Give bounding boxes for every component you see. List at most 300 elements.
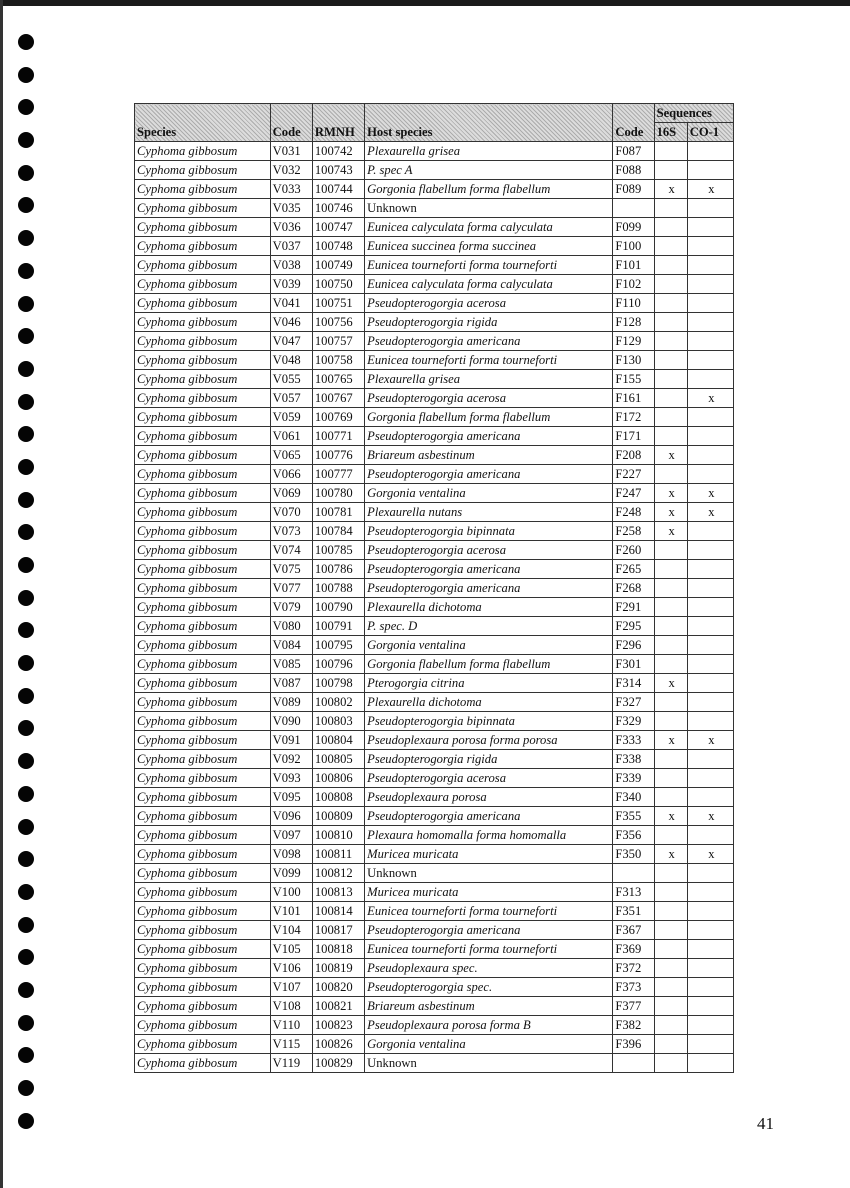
host-species-cell: Gorgonia flabellum forma flabellum xyxy=(365,180,613,199)
species-cell: Cyphoma gibbosum xyxy=(135,294,271,313)
rmnh-cell: 100777 xyxy=(312,465,364,484)
seq-co1-cell xyxy=(687,655,733,674)
seq-co1-cell: x xyxy=(687,484,733,503)
host-species-cell: Eunicea succinea forma succinea xyxy=(365,237,613,256)
code-cell: V095 xyxy=(270,788,312,807)
host-code-cell: F367 xyxy=(613,921,654,940)
table-row xyxy=(135,389,734,408)
seq-co1-cell xyxy=(687,541,733,560)
seq-co1-cell xyxy=(687,769,733,788)
species-cell: Cyphoma gibbosum xyxy=(135,959,271,978)
host-code-cell: F100 xyxy=(613,237,654,256)
code-cell: V093 xyxy=(270,769,312,788)
rmnh-cell: 100814 xyxy=(312,902,364,921)
seq-16s-cell: x xyxy=(654,807,687,826)
species-cell: Cyphoma gibbosum xyxy=(135,750,271,769)
rmnh-cell: 100784 xyxy=(312,522,364,541)
binding-hole-icon xyxy=(18,1080,34,1096)
host-code-cell: F314 xyxy=(613,674,654,693)
seq-16s-cell: x xyxy=(654,845,687,864)
seq-16s-cell xyxy=(654,921,687,940)
seq-16s-cell xyxy=(654,579,687,598)
rmnh-cell: 100744 xyxy=(312,180,364,199)
host-species-cell: Pseudopterogorgia spec. xyxy=(365,978,613,997)
host-code-cell: F295 xyxy=(613,617,654,636)
host-species-cell: Unknown xyxy=(365,1054,613,1073)
seq-co1-cell xyxy=(687,256,733,275)
code-cell: V032 xyxy=(270,161,312,180)
seq-co1-cell xyxy=(687,522,733,541)
code-cell: V097 xyxy=(270,826,312,845)
seq-16s-cell: x xyxy=(654,503,687,522)
species-cell: Cyphoma gibbosum xyxy=(135,617,271,636)
seq-16s-cell xyxy=(654,788,687,807)
table-row xyxy=(135,484,734,503)
table-row xyxy=(135,427,734,446)
species-cell: Cyphoma gibbosum xyxy=(135,541,271,560)
species-cell: Cyphoma gibbosum xyxy=(135,598,271,617)
table-row xyxy=(135,959,734,978)
seq-16s-cell: x xyxy=(654,180,687,199)
species-cell: Cyphoma gibbosum xyxy=(135,522,271,541)
seq-16s-cell xyxy=(654,693,687,712)
binding-hole-icon xyxy=(18,753,34,769)
table-row xyxy=(135,655,734,674)
seq-16s-cell xyxy=(654,769,687,788)
rmnh-cell: 100802 xyxy=(312,693,364,712)
seq-16s-cell xyxy=(654,978,687,997)
code-cell: V106 xyxy=(270,959,312,978)
seq-co1-cell xyxy=(687,997,733,1016)
table-row xyxy=(135,693,734,712)
seq-co1-cell xyxy=(687,161,733,180)
binding-hole-icon xyxy=(18,197,34,213)
host-code-cell: F338 xyxy=(613,750,654,769)
code-cell: V108 xyxy=(270,997,312,1016)
host-species-cell: Pseudoplexaura porosa forma B xyxy=(365,1016,613,1035)
seq-16s-cell xyxy=(654,959,687,978)
table-row xyxy=(135,446,734,465)
code-cell: V038 xyxy=(270,256,312,275)
code-cell: V077 xyxy=(270,579,312,598)
species-cell: Cyphoma gibbosum xyxy=(135,256,271,275)
table-row xyxy=(135,636,734,655)
host-species-cell: Pseudopterogorgia acerosa xyxy=(365,294,613,313)
table-row xyxy=(135,617,734,636)
rmnh-cell: 100790 xyxy=(312,598,364,617)
rmnh-cell: 100829 xyxy=(312,1054,364,1073)
code-cell: V110 xyxy=(270,1016,312,1035)
code-cell: V115 xyxy=(270,1035,312,1054)
table-row xyxy=(135,902,734,921)
host-code-cell: F258 xyxy=(613,522,654,541)
species-cell: Cyphoma gibbosum xyxy=(135,731,271,750)
host-code-cell: F129 xyxy=(613,332,654,351)
seq-16s-cell xyxy=(654,332,687,351)
rmnh-cell: 100756 xyxy=(312,313,364,332)
host-code-cell: F373 xyxy=(613,978,654,997)
host-species-cell: Eunicea tourneforti forma tourneforti xyxy=(365,940,613,959)
species-cell: Cyphoma gibbosum xyxy=(135,332,271,351)
code-cell: V107 xyxy=(270,978,312,997)
binding-hole-icon xyxy=(18,819,34,835)
species-cell: Cyphoma gibbosum xyxy=(135,940,271,959)
header-species: Species xyxy=(135,104,271,142)
binding-hole-icon xyxy=(18,230,34,246)
table-row xyxy=(135,1035,734,1054)
binding-hole-icon xyxy=(18,328,34,344)
code-cell: V061 xyxy=(270,427,312,446)
species-cell: Cyphoma gibbosum xyxy=(135,142,271,161)
species-cell: Cyphoma gibbosum xyxy=(135,560,271,579)
binding-holes xyxy=(18,34,36,1145)
species-cell: Cyphoma gibbosum xyxy=(135,826,271,845)
species-cell: Cyphoma gibbosum xyxy=(135,997,271,1016)
binding-hole-icon xyxy=(18,622,34,638)
seq-co1-cell xyxy=(687,446,733,465)
code-cell: V055 xyxy=(270,370,312,389)
binding-hole-icon xyxy=(18,884,34,900)
seq-16s-cell xyxy=(654,427,687,446)
host-code-cell: F396 xyxy=(613,1035,654,1054)
seq-16s-cell xyxy=(654,256,687,275)
host-species-cell: Eunicea calyculata forma calyculata xyxy=(365,275,613,294)
rmnh-cell: 100767 xyxy=(312,389,364,408)
host-code-cell: F087 xyxy=(613,142,654,161)
seq-16s-cell xyxy=(654,275,687,294)
host-code-cell: F130 xyxy=(613,351,654,370)
host-species-cell: Pseudopterogorgia americana xyxy=(365,332,613,351)
binding-hole-icon xyxy=(18,590,34,606)
binding-hole-icon xyxy=(18,982,34,998)
seq-16s-cell xyxy=(654,940,687,959)
seq-co1-cell xyxy=(687,332,733,351)
seq-co1-cell xyxy=(687,902,733,921)
seq-co1-cell xyxy=(687,427,733,446)
seq-co1-cell xyxy=(687,142,733,161)
host-code-cell: F128 xyxy=(613,313,654,332)
species-cell: Cyphoma gibbosum xyxy=(135,807,271,826)
seq-16s-cell xyxy=(654,712,687,731)
code-cell: V074 xyxy=(270,541,312,560)
host-species-cell: Pseudoplexaura spec. xyxy=(365,959,613,978)
seq-co1-cell xyxy=(687,465,733,484)
rmnh-cell: 100826 xyxy=(312,1035,364,1054)
species-cell: Cyphoma gibbosum xyxy=(135,313,271,332)
species-cell: Cyphoma gibbosum xyxy=(135,655,271,674)
code-cell: V065 xyxy=(270,446,312,465)
table-row xyxy=(135,1016,734,1035)
table-row xyxy=(135,275,734,294)
host-species-cell: Pseudopterogorgia americana xyxy=(365,921,613,940)
seq-co1-cell xyxy=(687,750,733,769)
code-cell: V100 xyxy=(270,883,312,902)
header-rmnh: RMNH xyxy=(312,104,364,142)
seq-co1-cell: x xyxy=(687,180,733,199)
seq-co1-cell xyxy=(687,1016,733,1035)
binding-hole-icon xyxy=(18,655,34,671)
seq-16s-cell xyxy=(654,161,687,180)
host-species-cell: Plexaurella dichotoma xyxy=(365,693,613,712)
code-cell: V048 xyxy=(270,351,312,370)
binding-hole-icon xyxy=(18,99,34,115)
rmnh-cell: 100758 xyxy=(312,351,364,370)
host-code-cell: F172 xyxy=(613,408,654,427)
species-cell: Cyphoma gibbosum xyxy=(135,674,271,693)
host-code-cell: F260 xyxy=(613,541,654,560)
rmnh-cell: 100771 xyxy=(312,427,364,446)
binding-hole-icon xyxy=(18,688,34,704)
species-cell: Cyphoma gibbosum xyxy=(135,389,271,408)
host-code-cell: F372 xyxy=(613,959,654,978)
seq-co1-cell xyxy=(687,674,733,693)
seq-co1-cell xyxy=(687,275,733,294)
rmnh-cell: 100823 xyxy=(312,1016,364,1035)
binding-hole-icon xyxy=(18,1047,34,1063)
species-cell: Cyphoma gibbosum xyxy=(135,370,271,389)
seq-co1-cell xyxy=(687,940,733,959)
rmnh-cell: 100809 xyxy=(312,807,364,826)
seq-16s-cell: x xyxy=(654,484,687,503)
seq-co1-cell xyxy=(687,218,733,237)
seq-16s-cell xyxy=(654,598,687,617)
seq-co1-cell xyxy=(687,826,733,845)
rmnh-cell: 100781 xyxy=(312,503,364,522)
host-species-cell: Pterogorgia citrina xyxy=(365,674,613,693)
table-row xyxy=(135,294,734,313)
rmnh-cell: 100742 xyxy=(312,142,364,161)
code-cell: V085 xyxy=(270,655,312,674)
species-cell: Cyphoma gibbosum xyxy=(135,788,271,807)
table-body xyxy=(135,142,734,1073)
species-cell: Cyphoma gibbosum xyxy=(135,446,271,465)
species-cell: Cyphoma gibbosum xyxy=(135,161,271,180)
header-co1: CO-1 xyxy=(687,123,733,142)
table-row xyxy=(135,579,734,598)
host-code-cell: F088 xyxy=(613,161,654,180)
seq-co1-cell xyxy=(687,883,733,902)
code-cell: V099 xyxy=(270,864,312,883)
rmnh-cell: 100813 xyxy=(312,883,364,902)
rmnh-cell: 100776 xyxy=(312,446,364,465)
table-row xyxy=(135,978,734,997)
binding-hole-icon xyxy=(18,851,34,867)
binding-hole-icon xyxy=(18,426,34,442)
host-code-cell: F382 xyxy=(613,1016,654,1035)
host-code-cell: F355 xyxy=(613,807,654,826)
host-species-cell: Pseudopterogorgia americana xyxy=(365,579,613,598)
host-species-cell: Pseudopterogorgia americana xyxy=(365,427,613,446)
species-cell: Cyphoma gibbosum xyxy=(135,693,271,712)
host-species-cell: Pseudopterogorgia rigida xyxy=(365,313,613,332)
host-code-cell: F351 xyxy=(613,902,654,921)
species-cell: Cyphoma gibbosum xyxy=(135,427,271,446)
species-cell: Cyphoma gibbosum xyxy=(135,712,271,731)
seq-16s-cell xyxy=(654,1016,687,1035)
seq-co1-cell xyxy=(687,959,733,978)
table-row xyxy=(135,218,734,237)
host-species-cell: Muricea muricata xyxy=(365,883,613,902)
host-code-cell: F327 xyxy=(613,693,654,712)
code-cell: V080 xyxy=(270,617,312,636)
table-row xyxy=(135,864,734,883)
code-cell: V096 xyxy=(270,807,312,826)
table-row xyxy=(135,142,734,161)
binding-hole-icon xyxy=(18,263,34,279)
host-species-cell: Gorgonia ventalina xyxy=(365,636,613,655)
host-species-cell: Unknown xyxy=(365,864,613,883)
rmnh-cell: 100751 xyxy=(312,294,364,313)
rmnh-cell: 100796 xyxy=(312,655,364,674)
seq-co1-cell: x xyxy=(687,503,733,522)
host-code-cell: F301 xyxy=(613,655,654,674)
seq-co1-cell xyxy=(687,199,733,218)
seq-co1-cell xyxy=(687,560,733,579)
host-code-cell xyxy=(613,1054,654,1073)
seq-16s-cell xyxy=(654,826,687,845)
code-cell: V070 xyxy=(270,503,312,522)
species-cell: Cyphoma gibbosum xyxy=(135,465,271,484)
table-row xyxy=(135,180,734,199)
host-species-cell: Pseudopterogorgia acerosa xyxy=(365,769,613,788)
host-code-cell xyxy=(613,199,654,218)
table-row xyxy=(135,522,734,541)
code-cell: V087 xyxy=(270,674,312,693)
table-row xyxy=(135,332,734,351)
host-species-cell: Pseudopterogorgia bipinnata xyxy=(365,712,613,731)
seq-co1-cell xyxy=(687,313,733,332)
code-cell: V073 xyxy=(270,522,312,541)
specimen-table xyxy=(134,103,734,1073)
table-row xyxy=(135,1054,734,1073)
table-row xyxy=(135,199,734,218)
seq-16s-cell xyxy=(654,541,687,560)
table-row xyxy=(135,788,734,807)
seq-co1-cell xyxy=(687,712,733,731)
host-code-cell: F155 xyxy=(613,370,654,389)
seq-co1-cell xyxy=(687,693,733,712)
rmnh-cell: 100746 xyxy=(312,199,364,218)
seq-co1-cell xyxy=(687,1054,733,1073)
host-code-cell: F350 xyxy=(613,845,654,864)
species-cell: Cyphoma gibbosum xyxy=(135,180,271,199)
seq-co1-cell xyxy=(687,351,733,370)
seq-16s-cell xyxy=(654,655,687,674)
species-cell: Cyphoma gibbosum xyxy=(135,237,271,256)
species-cell: Cyphoma gibbosum xyxy=(135,218,271,237)
seq-16s-cell xyxy=(654,389,687,408)
seq-16s-cell xyxy=(654,1035,687,1054)
host-species-cell: Gorgonia flabellum forma flabellum xyxy=(365,408,613,427)
species-cell: Cyphoma gibbosum xyxy=(135,883,271,902)
rmnh-cell: 100788 xyxy=(312,579,364,598)
binding-hole-icon xyxy=(18,720,34,736)
code-cell: V101 xyxy=(270,902,312,921)
rmnh-cell: 100748 xyxy=(312,237,364,256)
code-cell: V037 xyxy=(270,237,312,256)
header-16s: 16S xyxy=(654,123,687,142)
header-host-code: Code xyxy=(613,104,654,142)
species-cell: Cyphoma gibbosum xyxy=(135,275,271,294)
header-host-species: Host species xyxy=(365,104,613,142)
host-code-cell: F099 xyxy=(613,218,654,237)
binding-hole-icon xyxy=(18,786,34,802)
host-code-cell: F329 xyxy=(613,712,654,731)
code-cell: V084 xyxy=(270,636,312,655)
table-row xyxy=(135,598,734,617)
rmnh-cell: 100811 xyxy=(312,845,364,864)
binding-hole-icon xyxy=(18,1015,34,1031)
seq-co1-cell xyxy=(687,978,733,997)
header-code: Code xyxy=(270,104,312,142)
rmnh-cell: 100743 xyxy=(312,161,364,180)
host-species-cell: Plexaurella nutans xyxy=(365,503,613,522)
seq-co1-cell xyxy=(687,921,733,940)
rmnh-cell: 100750 xyxy=(312,275,364,294)
code-cell: V119 xyxy=(270,1054,312,1073)
host-species-cell: Eunicea calyculata forma calyculata xyxy=(365,218,613,237)
binding-hole-icon xyxy=(18,394,34,410)
seq-16s-cell xyxy=(654,636,687,655)
seq-co1-cell xyxy=(687,864,733,883)
rmnh-cell: 100812 xyxy=(312,864,364,883)
host-species-cell: Gorgonia ventalina xyxy=(365,484,613,503)
host-code-cell: F171 xyxy=(613,427,654,446)
binding-hole-icon xyxy=(18,917,34,933)
binding-hole-icon xyxy=(18,34,34,50)
rmnh-cell: 100785 xyxy=(312,541,364,560)
seq-co1-cell xyxy=(687,408,733,427)
host-species-cell: Unknown xyxy=(365,199,613,218)
table-row xyxy=(135,503,734,522)
host-species-cell: Plexaurella grisea xyxy=(365,142,613,161)
code-cell: V057 xyxy=(270,389,312,408)
host-code-cell: F227 xyxy=(613,465,654,484)
host-species-cell: Briareum asbestinum xyxy=(365,446,613,465)
code-cell: V089 xyxy=(270,693,312,712)
rmnh-cell: 100747 xyxy=(312,218,364,237)
binding-hole-icon xyxy=(18,132,34,148)
species-cell: Cyphoma gibbosum xyxy=(135,408,271,427)
binding-hole-icon xyxy=(18,459,34,475)
rmnh-cell: 100765 xyxy=(312,370,364,389)
rmnh-cell: 100805 xyxy=(312,750,364,769)
rmnh-cell: 100806 xyxy=(312,769,364,788)
host-species-cell: P. spec. D xyxy=(365,617,613,636)
seq-16s-cell xyxy=(654,313,687,332)
host-code-cell: F268 xyxy=(613,579,654,598)
host-code-cell: F248 xyxy=(613,503,654,522)
seq-co1-cell: x xyxy=(687,731,733,750)
host-species-cell: Pseudoplexaura porosa forma porosa xyxy=(365,731,613,750)
host-species-cell: Pseudopterogorgia bipinnata xyxy=(365,522,613,541)
code-cell: V090 xyxy=(270,712,312,731)
host-code-cell: F369 xyxy=(613,940,654,959)
rmnh-cell: 100810 xyxy=(312,826,364,845)
species-cell: Cyphoma gibbosum xyxy=(135,1054,271,1073)
binding-hole-icon xyxy=(18,67,34,83)
host-species-cell: Pseudopterogorgia acerosa xyxy=(365,541,613,560)
table-row xyxy=(135,807,734,826)
host-species-cell: Plexaurella grisea xyxy=(365,370,613,389)
code-cell: V039 xyxy=(270,275,312,294)
table-row xyxy=(135,465,734,484)
table-row xyxy=(135,161,734,180)
binding-hole-icon xyxy=(18,492,34,508)
rmnh-cell: 100818 xyxy=(312,940,364,959)
host-species-cell: Eunicea tourneforti forma tourneforti xyxy=(365,256,613,275)
table-row xyxy=(135,921,734,940)
